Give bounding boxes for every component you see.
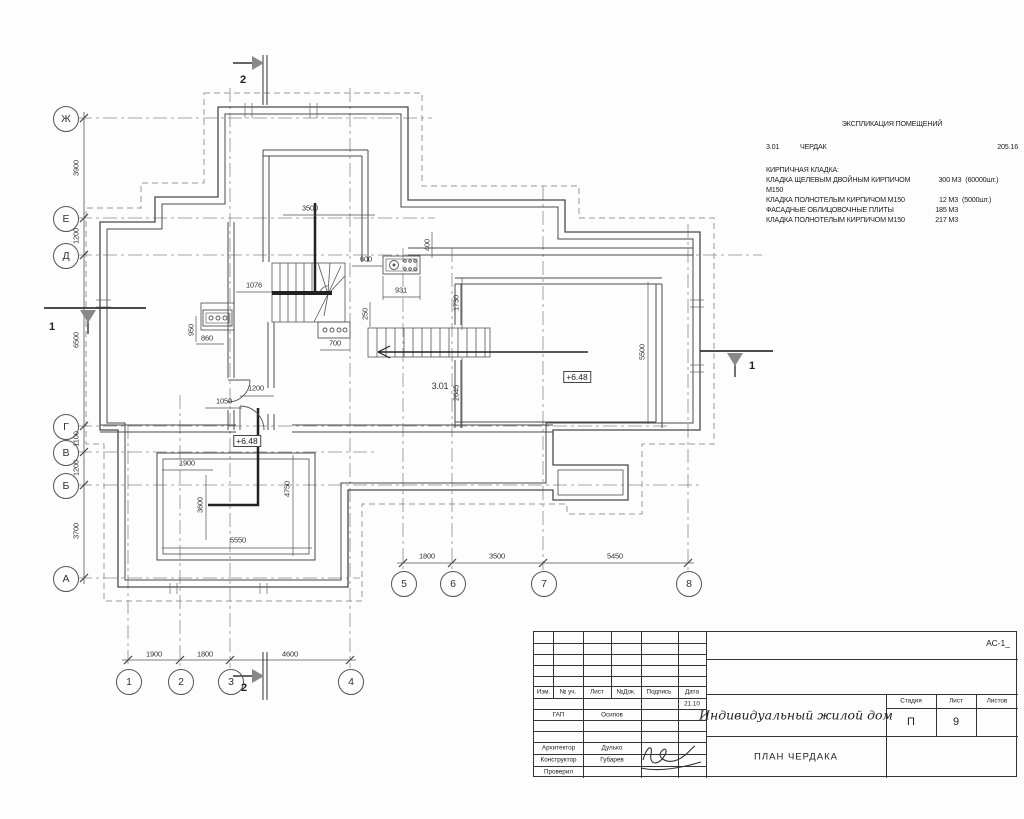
axis-bubble-row: Г	[53, 414, 79, 440]
dim-label: 600	[360, 254, 372, 264]
dim-label: 5550	[230, 535, 246, 545]
level-mark: +6.48	[563, 371, 591, 383]
room-number: 3.01	[431, 381, 449, 391]
axis-bubble-col: 8	[676, 571, 702, 597]
axis-bubble-col: 2	[168, 669, 194, 695]
room-schedule	[766, 119, 1018, 225]
dim-label: 3500	[489, 551, 505, 561]
dim-label: 1900	[146, 649, 162, 659]
masonry-name: ФАСАДНЫЕ ОБЛИЦОВОЧНЫЕ ПЛИТЫ	[766, 205, 894, 214]
masonry-row	[766, 175, 1018, 195]
stage-label: Стадия	[900, 697, 922, 705]
dim-label: 931	[395, 285, 407, 295]
document-code: АС-1_	[986, 638, 1010, 648]
stamp-col-header: Дата	[685, 688, 699, 696]
masonry-name: КЛАДКА ЩЕЛЕВЫМ ДВОЙНЫМ КИРПИЧОМ М150	[766, 175, 911, 194]
dim-label: 3700	[71, 523, 81, 539]
stamp-col-header: №Док.	[616, 688, 636, 696]
dim-label: 3500	[302, 203, 318, 213]
dim-label: 6500	[71, 332, 81, 348]
masonry-name: КЛАДКА ПОЛНОТЕЛЫМ КИРПИЧОМ М150	[766, 195, 905, 204]
room-area: 205.16	[997, 142, 1018, 151]
title-block	[533, 631, 1017, 777]
axis-bubble-col: 1	[116, 669, 142, 695]
dim-label: 400	[422, 239, 432, 251]
masonry-name: КЛАДКА ПОЛНОТЕЛЫМ КИРПИЧОМ М150	[766, 215, 905, 224]
sheet-label: Лист	[949, 697, 963, 705]
axis-bubble-col: 5	[391, 571, 417, 597]
stamp-date: 21.10	[684, 700, 700, 707]
masonry-title: КИРПИЧНАЯ КЛАДКА:	[766, 165, 839, 174]
stamp-role: Проверил	[543, 768, 574, 776]
project-title: Индивидуальный жилой дом	[699, 707, 893, 723]
stamp-role: Конструктор	[540, 756, 577, 764]
masonry-row	[766, 195, 1018, 205]
section-label-1: 1	[749, 360, 755, 372]
dim-label: 4600	[282, 649, 298, 659]
dim-label: 1730	[451, 295, 461, 311]
masonry-count: (5000шт.)	[962, 195, 992, 204]
axis-bubble-row: Д	[53, 243, 79, 269]
stamp-name: Губарев	[600, 756, 624, 764]
dim-label: 3600	[195, 497, 205, 513]
dim-label: 1900	[179, 458, 195, 468]
axis-bubble-col: 6	[440, 571, 466, 597]
schedule-row	[766, 142, 1018, 152]
section-label-2: 2	[241, 682, 247, 694]
axis-bubble-row: Е	[53, 206, 79, 232]
stamp-name: Дулько	[601, 744, 623, 752]
section-label-2: 2	[240, 74, 246, 86]
masonry-count: (60000шт.)	[965, 175, 999, 184]
axis-bubble-col: 7	[531, 571, 557, 597]
masonry-count	[958, 215, 1018, 225]
dim-label: 5450	[607, 551, 623, 561]
dim-label: 1200	[71, 460, 81, 476]
stamp-col-header: Изм.	[536, 688, 551, 696]
room-name: ЧЕРДАК	[800, 142, 827, 151]
masonry-count	[958, 205, 1018, 215]
axis-bubble-row: Б	[53, 473, 79, 499]
level-mark: +6.48	[233, 435, 261, 447]
stamp-name: Осипов	[601, 711, 623, 718]
masonry-row	[766, 215, 1018, 225]
stage-value: П	[907, 716, 915, 728]
stamp-col-header: № уч.	[559, 688, 577, 696]
axis-bubble-col: 4	[338, 669, 364, 695]
room-num: 3.01	[766, 142, 780, 151]
stamp-role: Архитектор	[541, 744, 576, 752]
dim-label: 1100	[71, 431, 81, 447]
dim-label: 250	[360, 308, 370, 320]
dim-label: 2645	[451, 385, 461, 401]
stamp-col-header: Подпись	[646, 688, 672, 696]
dim-label: 1200	[71, 228, 81, 244]
dim-label: 1800	[419, 551, 435, 561]
dim-label: 700	[329, 338, 341, 348]
dim-label: 860	[201, 333, 213, 343]
masonry-qty: 300 М3	[938, 175, 962, 184]
sheets-label: Листов	[986, 697, 1008, 705]
axis-bubble-row: Ж	[53, 106, 79, 132]
dim-label: 5500	[637, 344, 647, 360]
dim-label: 4750	[282, 481, 292, 497]
schedule-title: ЭКСПЛИКАЦИЯ ПОМЕЩЕНИЙ	[841, 119, 943, 128]
sheet-value: 9	[952, 716, 960, 728]
dim-label: 1200	[248, 383, 264, 393]
axis-bubble-row: А	[53, 566, 79, 592]
masonry-qty: 12 М3	[939, 195, 958, 204]
stamp-col-header: Лист	[590, 688, 604, 696]
axis-bubble-row: В	[53, 440, 79, 466]
signature	[637, 738, 707, 776]
dim-label: 1800	[197, 649, 213, 659]
masonry-row	[766, 205, 1018, 215]
dim-label: 950	[186, 324, 196, 336]
stamp-role: ГАП	[552, 711, 565, 718]
dim-label: 3900	[71, 160, 81, 176]
dim-label: 1050	[216, 396, 232, 406]
sheet-title: ПЛАН ЧЕРДАКА	[754, 751, 838, 763]
masonry-qty: 217 М3	[935, 215, 958, 224]
dim-label: 1076	[246, 280, 262, 290]
axis-bubble-col: 3	[218, 669, 244, 695]
masonry-qty: 185 М3	[935, 205, 958, 214]
section-label-1: 1	[49, 321, 55, 333]
